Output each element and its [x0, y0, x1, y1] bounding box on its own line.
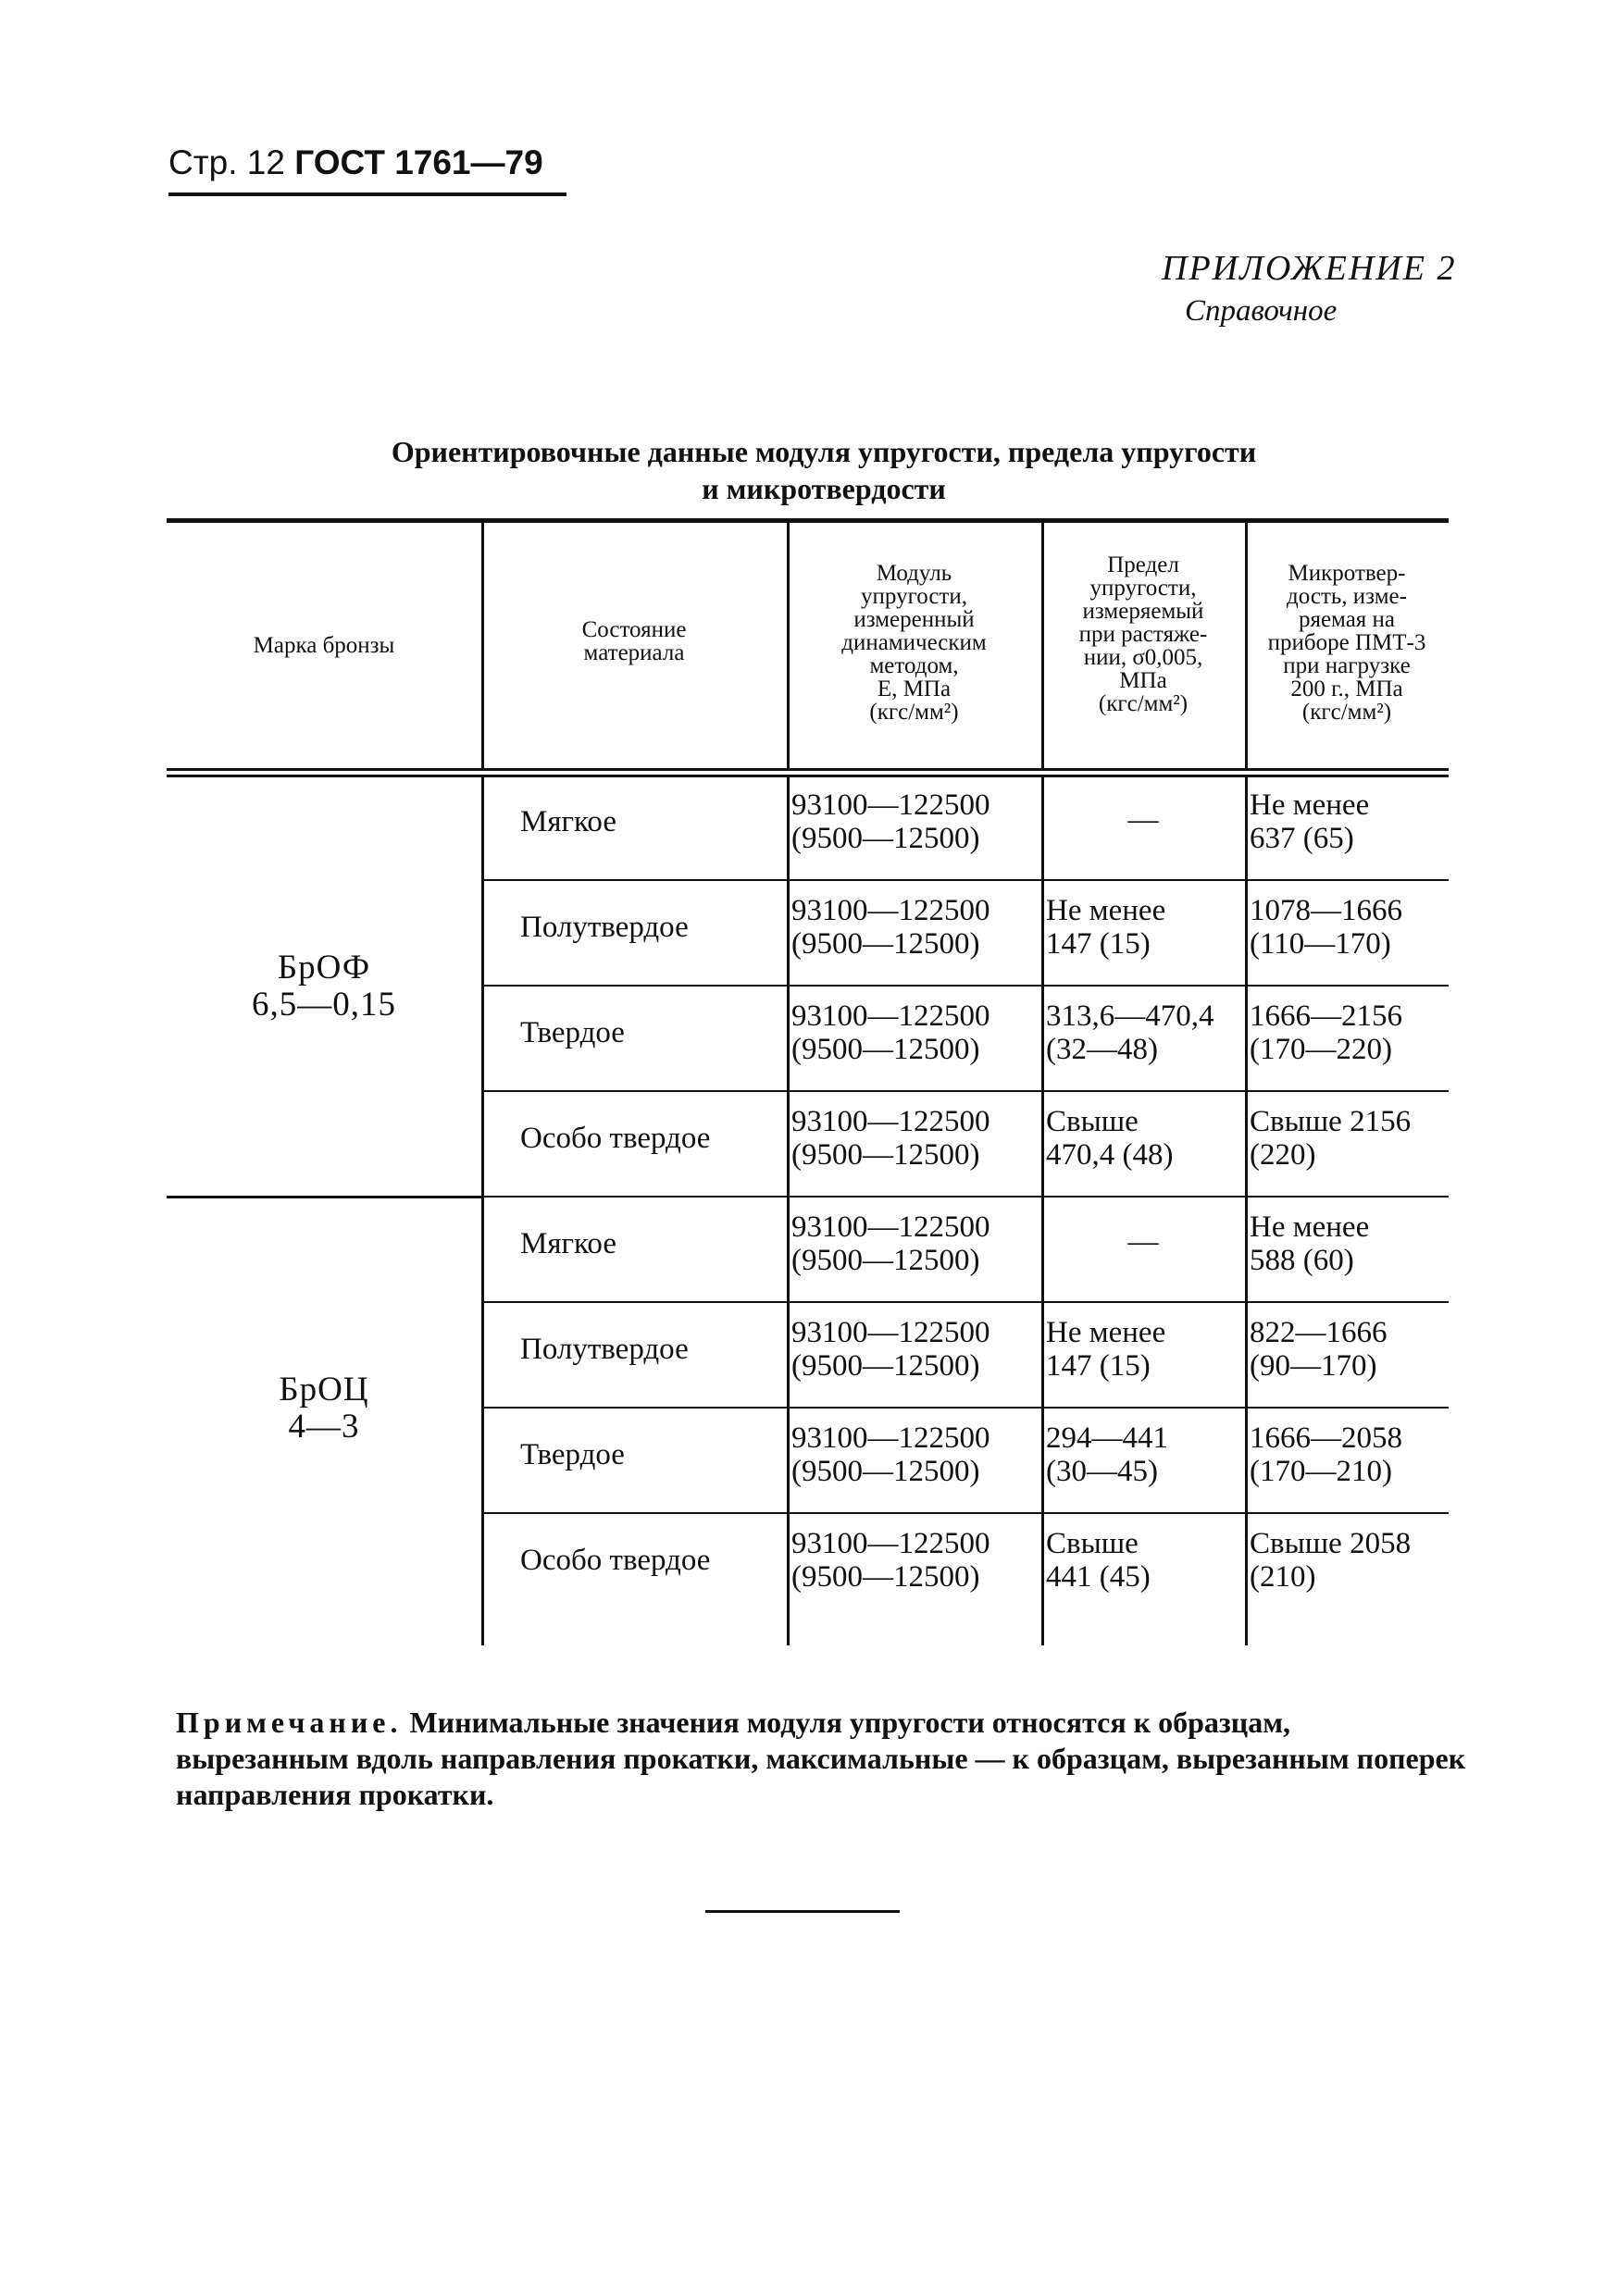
cell-line: Свыше 2058	[1250, 1527, 1412, 1560]
modulus-cell	[791, 788, 990, 855]
header-hardness	[1245, 562, 1449, 724]
cell-line: 93100—122500	[791, 999, 990, 1033]
limit-cell	[1046, 999, 1214, 1066]
cell-line: Свыше	[1046, 1105, 1139, 1138]
state-cell: Особо твердое	[520, 1122, 711, 1155]
row-rule	[484, 1512, 1449, 1514]
header-line: E, МПа	[877, 676, 952, 701]
cell-line: (9500—12500)	[791, 822, 980, 855]
row-rule	[484, 1090, 1449, 1092]
cell-line: 93100—122500	[791, 1105, 990, 1138]
header-modulus	[787, 562, 1041, 724]
cell-line: Свыше 2156	[1250, 1105, 1412, 1138]
row-rule	[484, 1196, 1449, 1198]
cell-line: Не менее	[1046, 1316, 1166, 1349]
row-rule	[484, 879, 1449, 881]
cell-line: (30—45)	[1046, 1455, 1158, 1488]
header-line: динамическим	[841, 630, 987, 655]
cell-line: (90—170)	[1250, 1349, 1377, 1383]
hardness-cell	[1250, 1527, 1411, 1594]
header-line: Предел	[1107, 552, 1179, 577]
hardness-cell	[1250, 788, 1369, 855]
header-bottom-rule	[167, 775, 1449, 777]
header-line: упругости,	[1089, 576, 1197, 601]
cell-line: Не менее	[1250, 788, 1370, 822]
state-cell: Особо твердое	[520, 1544, 711, 1577]
caption-line: Ориентировочные данные модуля упругости, предела упругости	[391, 435, 1257, 468]
limit-cell	[1046, 894, 1165, 961]
header-line: дость, изме-	[1287, 584, 1407, 609]
cell-line: (9500—12500)	[791, 1455, 980, 1488]
column-rule	[787, 523, 790, 768]
column-rule	[481, 523, 484, 768]
state-cell: Мягкое	[520, 805, 616, 838]
cell-line: (220)	[1250, 1138, 1316, 1172]
cell-line: 637 (65)	[1250, 822, 1354, 855]
header-line: приборе ПМТ-3	[1267, 630, 1426, 655]
column-rule	[1245, 776, 1248, 1645]
cell-line: (32—48)	[1046, 1033, 1158, 1066]
appendix-title: ПРИЛОЖЕНИЕ 2	[1162, 249, 1457, 288]
cell-line: (170—220)	[1250, 1033, 1392, 1066]
cell-line: 294—441	[1046, 1421, 1168, 1455]
footnote-label: Примечание.	[176, 1706, 403, 1739]
cell-line: 441 (45)	[1046, 1560, 1151, 1594]
column-rule	[1041, 776, 1044, 1645]
standard-number: ГОСТ 1761—79	[294, 143, 543, 181]
cell-line: Свыше	[1046, 1527, 1139, 1560]
state-cell: Твердое	[520, 1016, 625, 1049]
cell-line: 822—1666	[1250, 1316, 1388, 1349]
bronze-grade	[167, 949, 481, 1024]
page-header	[168, 143, 543, 182]
cell-line: (9500—12500)	[791, 1138, 980, 1172]
cell-line: 1666—2156	[1250, 999, 1402, 1033]
cell-line: 147 (15)	[1046, 1349, 1151, 1383]
column-rule	[1245, 523, 1248, 768]
cell-line: 1666—2058	[1250, 1421, 1402, 1455]
header-line: (кгс/мм²)	[869, 700, 959, 725]
header-bottom-rule	[167, 768, 1449, 771]
header-line: Микротвер-	[1288, 561, 1406, 586]
cell-line: 93100—122500	[791, 1421, 990, 1455]
limit-cell	[1046, 1421, 1168, 1488]
modulus-cell	[791, 999, 990, 1066]
hardness-cell	[1250, 894, 1402, 961]
cell-line: 93100—122500	[791, 1210, 990, 1244]
header-line: измеряемый	[1082, 599, 1204, 624]
cell-line: (110—170)	[1250, 927, 1391, 961]
cell-line: 93100—122500	[791, 894, 990, 927]
header-line: упругости,	[861, 584, 967, 609]
limit-cell	[1046, 1225, 1240, 1259]
header-rule	[168, 192, 566, 196]
cell-line: 1078—1666	[1250, 894, 1402, 927]
bronze-grade	[167, 1371, 481, 1446]
modulus-cell	[791, 1316, 990, 1383]
header-line: при растяже-	[1078, 622, 1208, 647]
group-rule	[167, 1196, 481, 1198]
header-line: ряемая на	[1298, 607, 1396, 632]
cell-line: (9500—12500)	[791, 1560, 980, 1594]
header-line: Модуль	[876, 561, 952, 586]
bronze-grade-line: БрОЦ	[279, 1371, 369, 1409]
modulus-cell	[791, 1421, 990, 1488]
cell-line: 93100—122500	[791, 788, 990, 822]
cell-line: 93100—122500	[791, 1316, 990, 1349]
cell-line: (9500—12500)	[791, 927, 980, 961]
cell-line: Не менее	[1046, 894, 1166, 927]
cell-line: (9500—12500)	[791, 1244, 980, 1277]
header-state	[481, 618, 787, 664]
header-line: при нагрузке	[1283, 653, 1411, 678]
limit-cell	[1046, 1316, 1165, 1383]
state-cell: Полутвердое	[520, 911, 689, 944]
header-line: (кгс/мм²)	[1301, 700, 1392, 725]
hardness-cell	[1250, 1316, 1388, 1383]
bronze-grade-line: БрОФ	[277, 949, 371, 987]
modulus-cell	[791, 1527, 990, 1594]
hardness-cell	[1250, 1421, 1402, 1488]
column-rule	[1041, 523, 1044, 768]
modulus-cell	[791, 1105, 990, 1172]
footnote	[176, 1705, 1467, 1813]
header-line: МПа	[1119, 668, 1167, 693]
header-line: методом,	[869, 653, 959, 678]
cell-line: (9500—12500)	[791, 1349, 980, 1383]
row-rule	[484, 985, 1449, 987]
limit-cell	[1046, 803, 1240, 837]
cell-line: Не менее	[1250, 1210, 1370, 1244]
header-line: 200 г., МПа	[1290, 676, 1403, 701]
bronze-grade-line: 4—3	[288, 1408, 360, 1446]
cell-line: (9500—12500)	[791, 1033, 980, 1066]
cell-line: 588 (60)	[1250, 1244, 1354, 1277]
appendix-subtitle: Справочное	[1185, 294, 1338, 328]
page-number: Стр. 12	[168, 143, 285, 181]
cell-line: 470,4 (48)	[1046, 1138, 1174, 1172]
caption-line: и микротвердости	[702, 472, 946, 505]
header-line: Состояние	[581, 617, 687, 642]
column-rule	[481, 776, 484, 1645]
cell-line: (210)	[1250, 1560, 1316, 1594]
row-rule	[484, 1407, 1449, 1409]
header-line: измеренный	[853, 607, 975, 632]
header-line: (кгс/мм²)	[1098, 691, 1189, 716]
table-top-rule	[167, 518, 1449, 523]
header-line: нии, σ0,005,	[1083, 645, 1203, 670]
footnote-text: Минимальные значения модуля упругости относятся к образцам, вырезанным вдоль направления прокатки, максимальные — к образцам, вырезанным поперек направления прокатки.	[176, 1706, 1466, 1811]
header-line: материала	[583, 640, 685, 665]
modulus-cell	[791, 894, 990, 961]
limit-cell	[1046, 1527, 1151, 1594]
cell-line: 313,6—470,4	[1046, 999, 1214, 1033]
bronze-grade-line: 6,5—0,15	[252, 986, 396, 1024]
end-rule	[705, 1910, 900, 1913]
table-caption	[167, 433, 1481, 507]
header-limit	[1041, 553, 1245, 715]
cell-line: 93100—122500	[791, 1527, 990, 1560]
state-cell: Твердое	[520, 1438, 625, 1471]
row-rule	[484, 1301, 1449, 1303]
cell-line: —	[1127, 803, 1159, 837]
cell-line: 147 (15)	[1046, 927, 1151, 961]
modulus-cell	[791, 1210, 990, 1277]
limit-cell	[1046, 1105, 1173, 1172]
column-rule	[787, 776, 790, 1645]
state-cell: Полутвердое	[520, 1333, 689, 1366]
cell-line: (170—210)	[1250, 1455, 1392, 1488]
state-cell: Мягкое	[520, 1227, 616, 1260]
hardness-cell	[1250, 999, 1402, 1066]
hardness-cell	[1250, 1210, 1369, 1277]
header-grade: Марка бронзы	[253, 633, 395, 658]
cell-line: —	[1127, 1225, 1159, 1259]
hardness-cell	[1250, 1105, 1411, 1172]
